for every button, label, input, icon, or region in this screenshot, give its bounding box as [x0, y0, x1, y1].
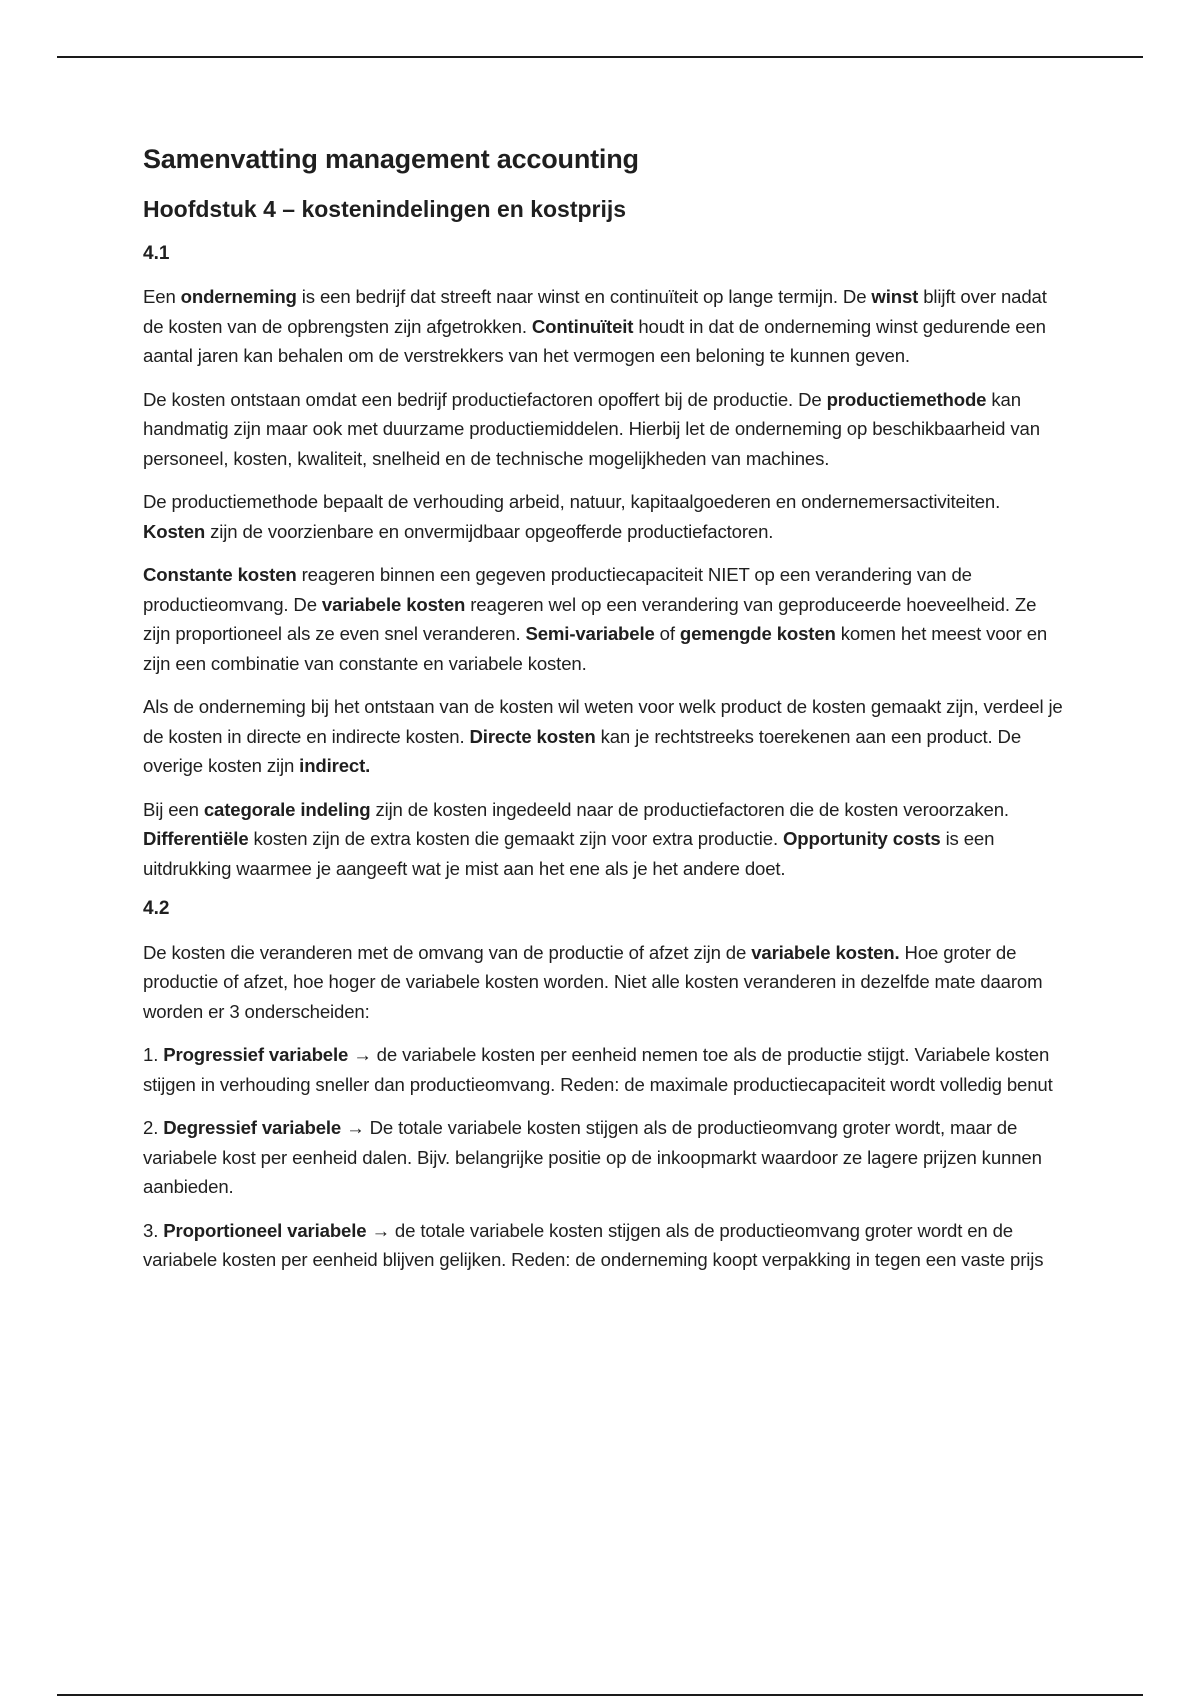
paragraph	[143, 385, 1063, 474]
section-heading: 4.2	[143, 898, 170, 920]
text-run: reageren binnen een gegeven productiecapaciteit NIET op een verandering van de productieomvang. De	[143, 564, 972, 615]
bold-term: variabele kosten.	[751, 941, 900, 963]
list-item-progressief	[143, 1040, 1063, 1099]
document-title: Samenvatting management accounting	[143, 144, 639, 174]
paragraph	[143, 692, 1063, 781]
bottom-divider	[57, 1694, 1143, 1696]
bold-term: Semi-variabele	[525, 623, 655, 645]
bold-term: categorale indeling	[203, 798, 371, 820]
bold-term: Progressief variabele	[163, 1044, 349, 1066]
bold-term: Directe kosten	[469, 725, 596, 747]
text-run: → de variabele kosten per eenheid nemen toe als de productie stijgt. Variabele kosten stijgen in verhouding sneller dan productieomvang. Reden: de maximale productiecapaciteit wordt volledig benut	[143, 1044, 1053, 1095]
top-divider	[57, 56, 1143, 58]
paragraph	[143, 560, 1063, 678]
bold-term: Continuïteit	[531, 315, 634, 337]
text-run: 1.	[143, 1044, 164, 1066]
text-run: kan je rechtstreeks toerekenen aan een product. De overige kosten zijn	[143, 725, 1022, 777]
text-run: → De totale variabele kosten stijgen als de productieomvang groter wordt, maar de variabele kost per eenheid dalen. Bijv. belangrijke positie op de inkoopmarkt waardoor ze lagere prijzen kunnen aanbieden.	[143, 1117, 1042, 1198]
text-run: kan handmatig zijn maar ook met duurzame productiemiddelen. Hierbij let de onderneming op beschikbaarheid van personeel, kosten, kwaliteit, snelheid en de technische mogelijkheden van machines.	[143, 388, 1040, 469]
paragraph	[143, 938, 1063, 1027]
text-run: houdt in dat de onderneming winst gedurende een aantal jaren kan behalen om de verstrekkers van het vermogen een beloning te kunnen geven.	[143, 315, 1046, 367]
bold-term: onderneming	[180, 286, 297, 308]
text-run: komen het meest voor en zijn een combinatie van constante en variabele kosten.	[143, 623, 1048, 674]
bold-term: Proportioneel variabele	[163, 1219, 367, 1241]
bold-term: Constante kosten	[143, 564, 297, 586]
bold-term: variabele kosten	[321, 593, 466, 615]
bold-term: Degressief variabele	[163, 1117, 342, 1139]
section-4-1	[143, 242, 1063, 884]
bold-term: gemengde kosten	[679, 623, 836, 645]
chapter-title: Hoofdstuk 4 – kostenindelingen en kostprijs	[143, 195, 627, 222]
bold-term: Opportunity costs	[782, 828, 941, 850]
section-heading: 4.1	[143, 242, 170, 264]
bold-term: winst	[871, 286, 919, 308]
list-item-proportioneel	[143, 1216, 1063, 1275]
text-run: De kosten die veranderen met de omvang van de productie of afzet zijn de	[143, 941, 752, 963]
text-run: 3.	[143, 1219, 164, 1241]
document-body	[143, 143, 1063, 1289]
section-4-2	[143, 897, 1063, 1275]
paragraph	[143, 795, 1063, 884]
text-run: Als de onderneming bij het ontstaan van de kosten wil weten voor welk product de kosten gemaakt zijn, verdeel je de kosten in directe en indirecte kosten.	[143, 696, 1063, 747]
paragraph	[143, 282, 1063, 371]
text-run: De kosten ontstaan omdat een bedrijf productiefactoren opoffert bij de productie. De	[143, 388, 827, 410]
text-run: zijn de kosten ingedeeld naar de productiefactoren die de kosten veroorzaken.	[370, 798, 1009, 820]
text-run: De productiemethode bepaalt de verhouding arbeid, natuur, kapitaalgoederen en ondernemersactiviteiten.	[143, 491, 1001, 513]
text-run: zijn de voorzienbare en onvermijdbaar opgeofferde productiefactoren.	[205, 520, 774, 542]
text-run: reageren wel op een verandering van geproduceerde hoeveelheid. Ze zijn proportioneel als ze even snel veranderen.	[143, 593, 1037, 645]
text-run: → de totale variabele kosten stijgen als de productieomvang groter wordt en de variabele kosten per eenheid blijven gelijken. Reden: de onderneming koopt verpakking in tegen een vaste prijs	[143, 1219, 1044, 1271]
text-run: Hoe groter de productie of afzet, hoe hoger de variabele kosten worden. Niet alle kosten veranderen in dezelfde mate daarom worden er 3 onderscheiden:	[143, 941, 1043, 1022]
text-run: Bij een	[143, 798, 204, 820]
list-item-degressief	[143, 1113, 1063, 1202]
text-run: blijft over nadat de kosten van de opbrengsten zijn afgetrokken.	[143, 286, 1047, 337]
text-run: is een uitdrukking waarmee je aangeeft wat je mist aan het ene als je het andere doet.	[143, 828, 995, 879]
text-run: of	[654, 623, 680, 645]
bold-term: indirect.	[299, 755, 371, 777]
text-run: is een bedrijf dat streeft naar winst en continuïteit op lange termijn. De	[296, 286, 872, 308]
text-run: 2.	[143, 1117, 164, 1139]
text-run: kosten zijn de extra kosten die gemaakt zijn voor extra productie.	[248, 828, 783, 850]
bold-term: productiemethode	[826, 388, 987, 410]
text-run: Een	[143, 286, 181, 308]
bold-term: Kosten	[143, 520, 206, 542]
bold-term: Differentiële	[143, 828, 249, 850]
paragraph	[143, 487, 1063, 546]
